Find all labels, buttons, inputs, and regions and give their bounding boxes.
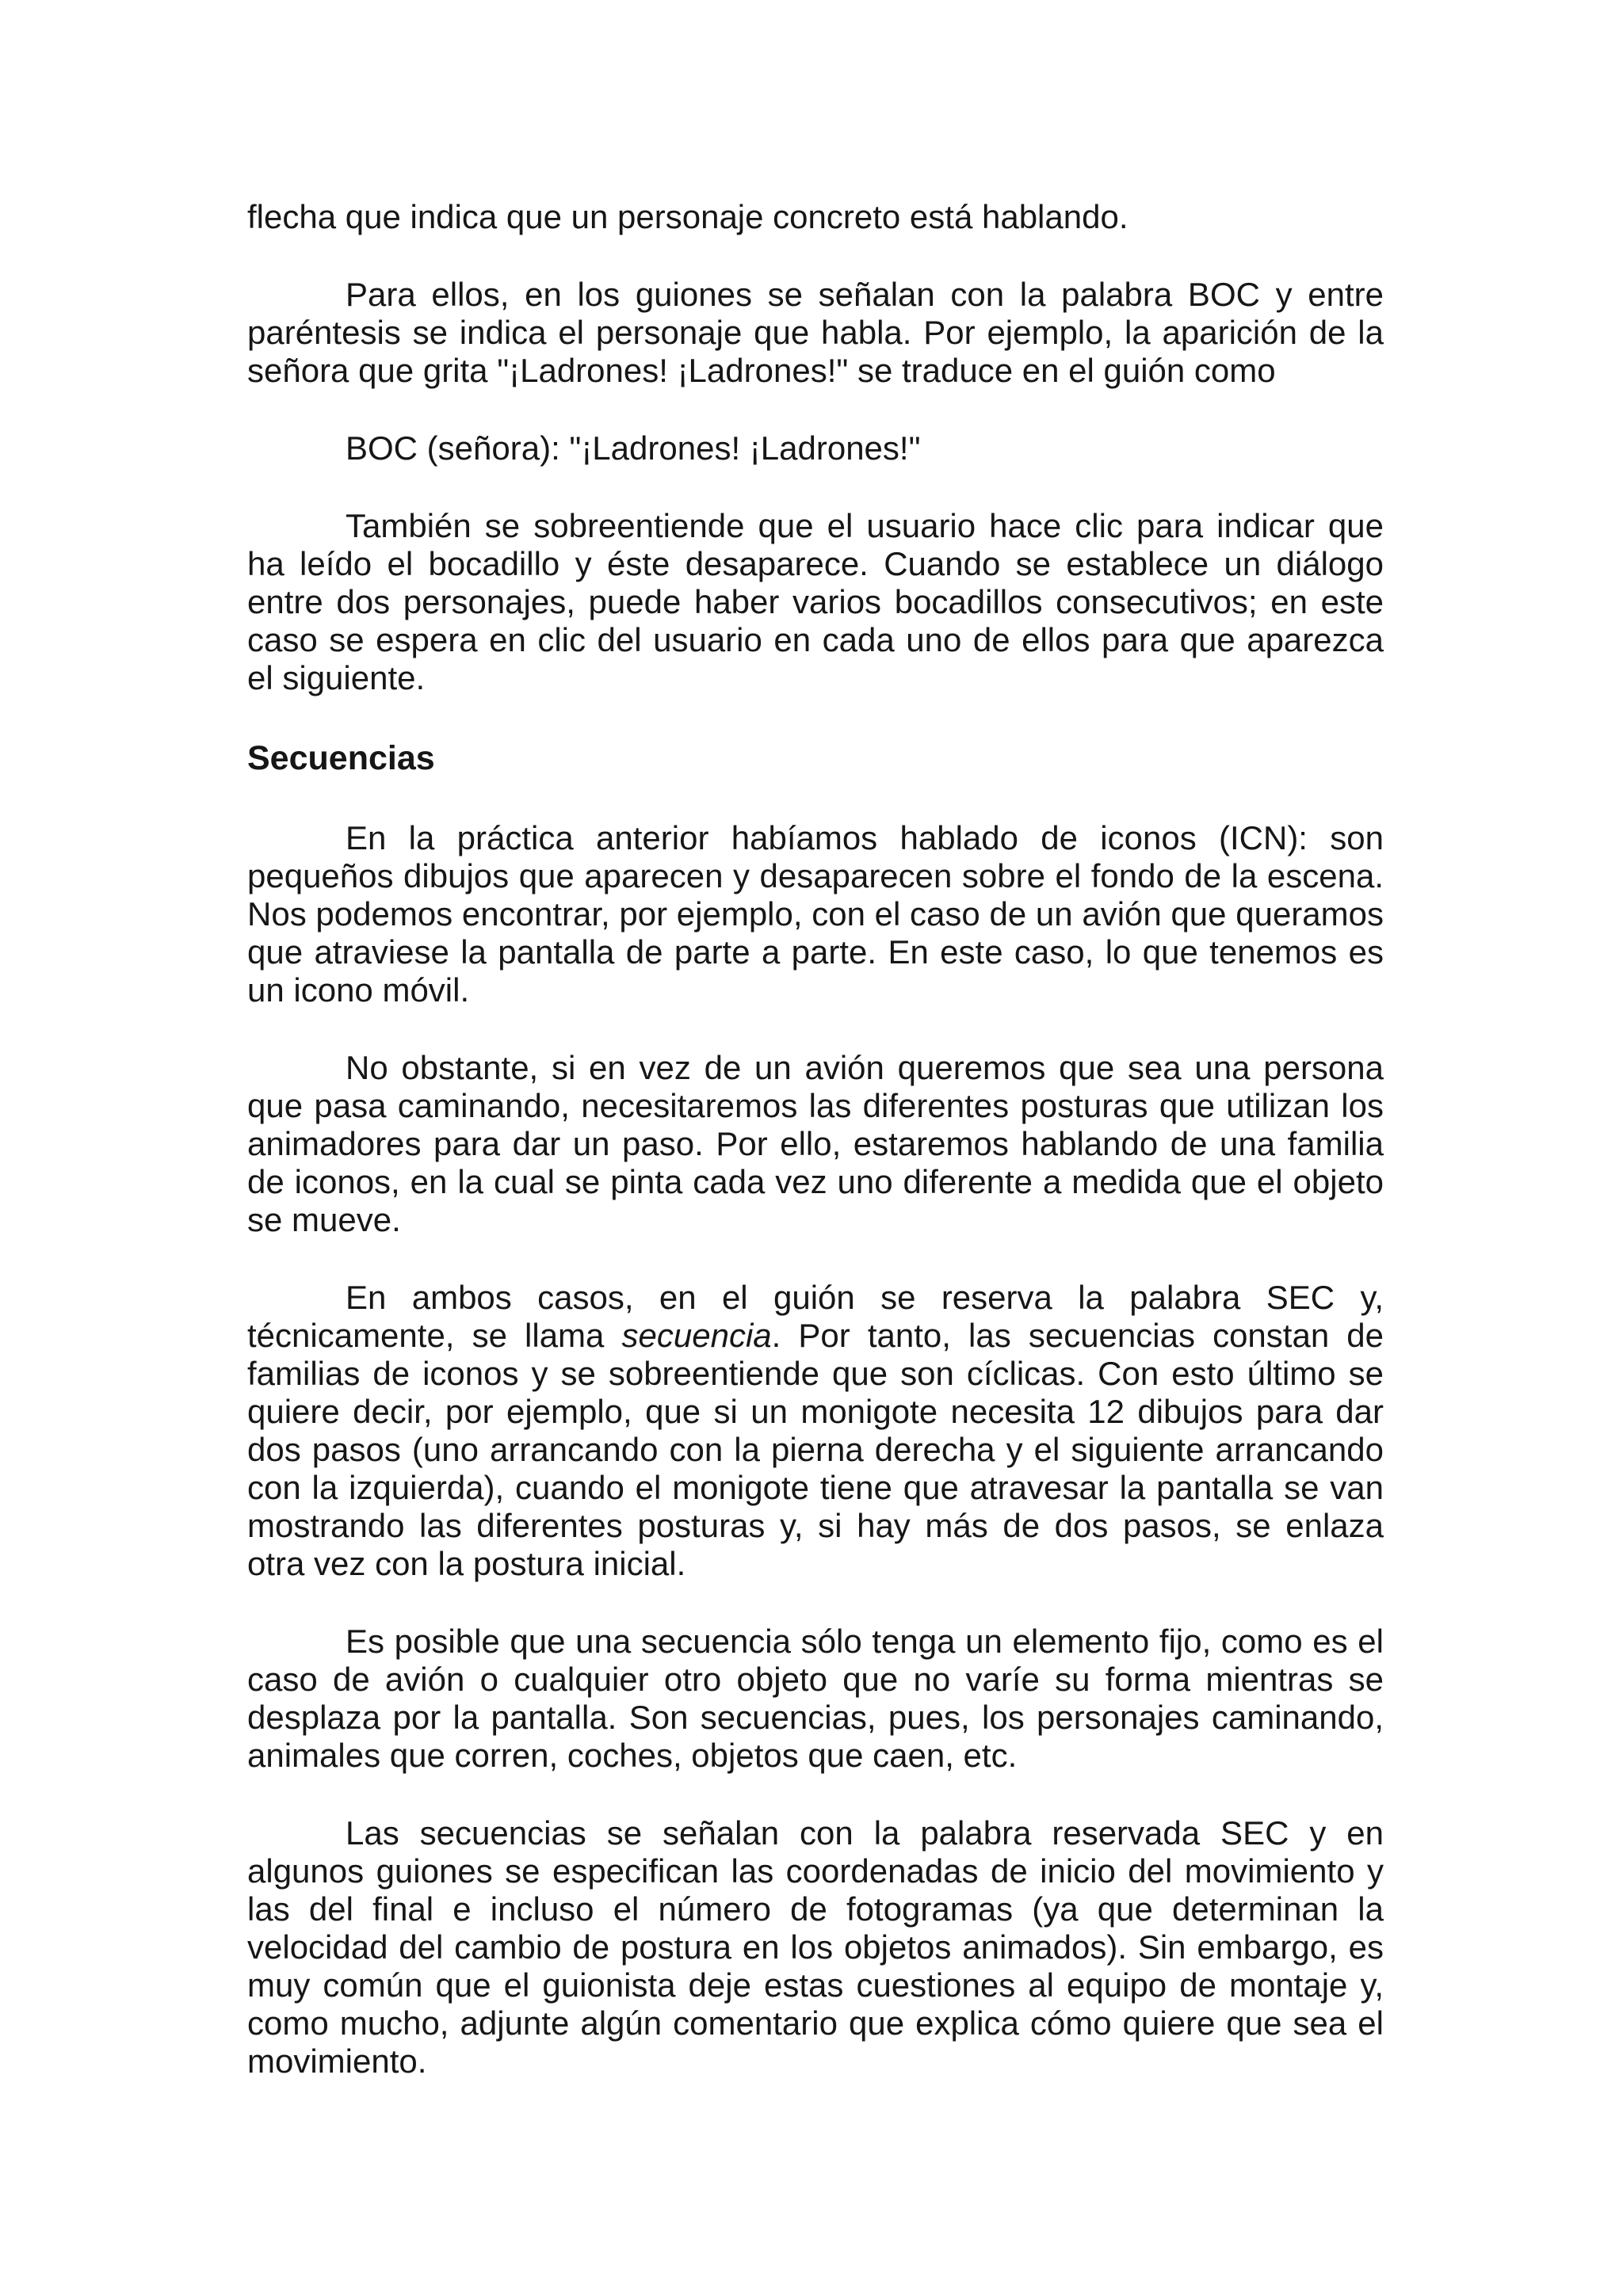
paragraph-boc-intro: Para ellos, en los guiones se señalan con la palabra BOC y entre paréntesis se indica el personaje que habla. Por ejemplo, la aparición de la señora que grita "¡Ladrones! ¡Ladrones!" se traduce en el guión como — [247, 276, 1384, 389]
sec-definition-term: secuencia — [621, 1317, 772, 1354]
document-page — [247, 198, 1384, 2081]
paragraph-iconos: En la práctica anterior habíamos hablado de iconos (ICN): son pequeños dibujos que aparecen y desaparecen sobre el fondo de la escena. Nos podemos encontrar, por ejemplo, con el caso de un avión que queramos que atraviese la pantalla de parte a parte. En este caso, lo que tenemos es un icono móvil. — [247, 819, 1384, 1009]
boc-example-line: BOC (señora): "¡Ladrones! ¡Ladrones!" — [346, 429, 921, 467]
paragraph-continuation: flecha que indica que un personaje concreto está hablando. — [247, 198, 1128, 235]
sec-definition-text-end: . Por tanto, las secuencias constan de familias de iconos y se sobreentiende que son cíclicas. Con esto último se quiere decir, por ejemplo, que si un monigote necesita 12 dibujos para dar dos pasos (uno arrancando con la pierna derecha y el siguiente arrancando con la izquierda), cuando el monigote tiene que atravesar la pantalla se van mostrando las diferentes posturas y, si hay más de dos pasos, se enlaza otra vez con la postura inicial. — [247, 1317, 1384, 1582]
paragraph-bocadillo-click: También se sobreentiende que el usuario hace clic para indicar que ha leído el bocadillo y éste desaparece. Cuando se establece un diálogo entre dos personajes, puede haber varios bocadillos consecutivos; en este caso se espera en clic del usuario en cada uno de ellos para que aparezca el siguiente. — [247, 507, 1384, 696]
paragraph-coordenadas: Las secuencias se señalan con la palabra reservada SEC y en algunos guiones se especifican las coordenadas de inicio del movimiento y las del final e incluso el número de fotogramas (ya que determinan la velocidad del cambio de postura en los objetos animados). Sin embargo, es muy común que el guionista deje estas cuestiones al equipo de montaje y, como mucho, adjunte algún comentario que explica cómo quiere que sea el movimiento. — [247, 1814, 1384, 2080]
paragraph-familia-iconos: No obstante, si en vez de un avión queremos que sea una persona que pasa caminando, necesitaremos las diferentes posturas que utilizan los animadores para dar un paso. Por ello, estaremos hablando de una familia de iconos, en la cual se pinta cada vez uno diferente a medida que el objeto se mueve. — [247, 1049, 1384, 1238]
section-heading-secuencias: Secuencias — [247, 739, 435, 777]
sec-definition-text-start: En ambos casos, en el guión se reserva la palabra SEC y, técnicamente, se llama — [247, 1279, 1384, 1354]
paragraph-elemento-fijo: Es posible que una secuencia sólo tenga un elemento fijo, como es el caso de avión o cualquier otro objeto que no varíe su forma mientras se desplaza por la pantalla. Son secuencias, pues, los personajes caminando, animales que corren, coches, objetos que caen, etc. — [247, 1623, 1384, 1774]
paragraph-sec-definition — [247, 1279, 1384, 1583]
